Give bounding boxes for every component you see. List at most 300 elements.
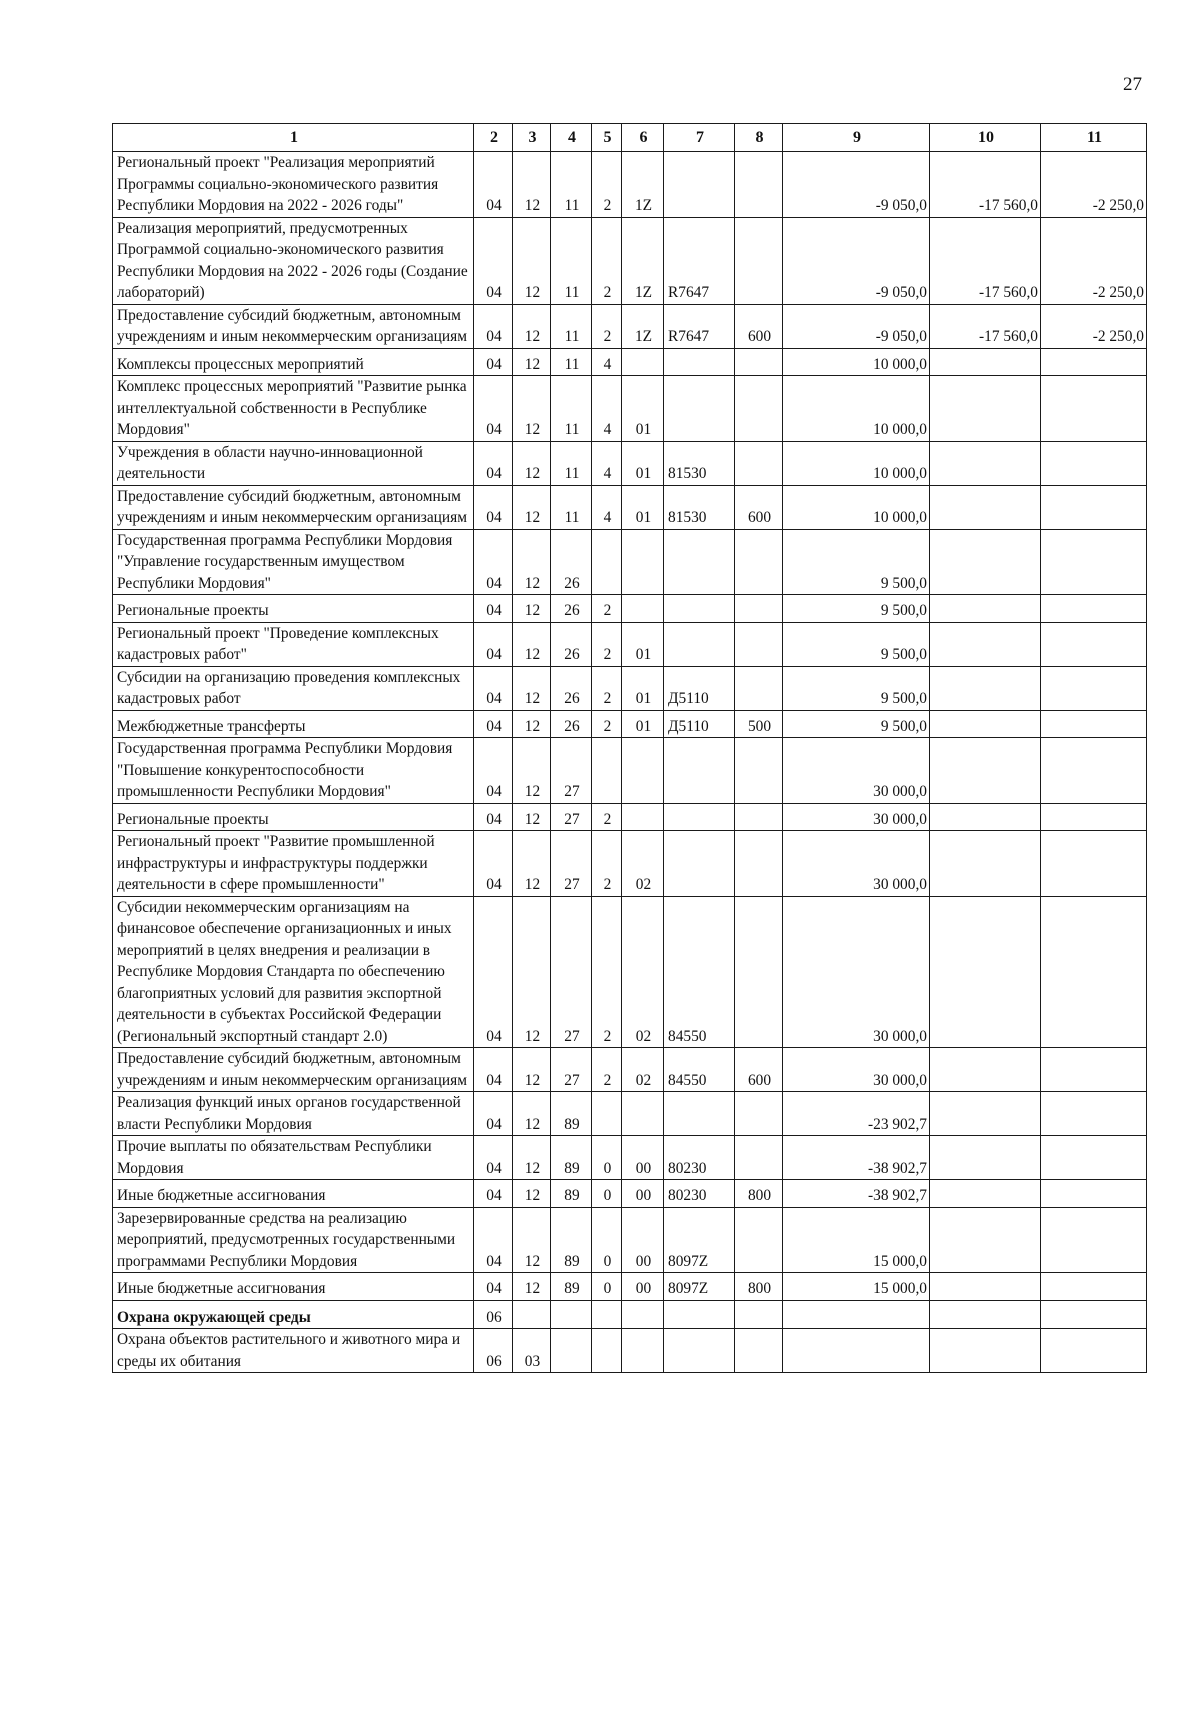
row-value-cell [622,1092,664,1136]
row-value-cell [1041,738,1147,804]
row-value-cell: 84550 [664,896,735,1048]
table-row [113,803,1147,831]
row-value-cell [930,595,1041,623]
col-header: 8 [735,124,783,152]
row-value-cell: 04 [474,1092,513,1136]
table-row [113,1048,1147,1092]
row-value-cell [592,1329,622,1373]
row-name-cell: Региональные проекты [113,803,474,831]
row-name-cell: Предоставление субсидий бюджетным, автономным учреждениям и иным некоммерческим организациям [113,304,474,348]
table-row [113,738,1147,804]
row-value-cell [735,666,783,710]
row-value-cell: 12 [513,622,551,666]
row-value-cell: 01 [622,485,664,529]
row-value-cell: 12 [513,441,551,485]
row-value-cell: 12 [513,803,551,831]
row-value-cell [930,738,1041,804]
row-value-cell [930,376,1041,442]
row-value-cell [1041,1273,1147,1301]
col-header: 6 [622,124,664,152]
row-value-cell [930,1207,1041,1273]
row-value-cell: 04 [474,595,513,623]
row-value-cell: 01 [622,441,664,485]
row-value-cell [551,1329,592,1373]
row-value-cell: 4 [592,441,622,485]
row-value-cell [930,348,1041,376]
row-value-cell [1041,622,1147,666]
row-value-cell [551,1300,592,1329]
row-value-cell [930,803,1041,831]
row-value-cell: 02 [622,831,664,897]
row-value-cell: 600 [735,304,783,348]
row-value-cell [622,529,664,595]
row-name-cell: Предоставление субсидий бюджетным, автономным учреждениям и иным некоммерческим организациям [113,485,474,529]
row-value-cell [664,738,735,804]
row-value-cell [592,1300,622,1329]
row-value-cell: 600 [735,485,783,529]
row-value-cell: 2 [592,152,622,218]
row-value-cell [783,1300,930,1329]
row-value-cell: 89 [551,1180,592,1208]
row-value-cell: 11 [551,304,592,348]
table-row [113,896,1147,1048]
row-value-cell [930,666,1041,710]
row-value-cell: 04 [474,441,513,485]
row-value-cell: 2 [592,304,622,348]
row-value-cell: 89 [551,1207,592,1273]
row-value-cell: 26 [551,595,592,623]
row-value-cell: 12 [513,217,551,304]
row-value-cell: Д5110 [664,710,735,738]
row-value-cell: 12 [513,152,551,218]
row-value-cell: 04 [474,738,513,804]
row-value-cell: -9 050,0 [783,304,930,348]
row-value-cell: 00 [622,1273,664,1301]
row-name-cell: Региональный проект "Развитие промышленной инфраструктуры и инфраструктуры поддержки деятельности в сфере промышленности" [113,831,474,897]
row-value-cell: R7647 [664,304,735,348]
page-number: 27 [1123,74,1142,95]
row-value-cell [735,622,783,666]
row-value-cell: 12 [513,666,551,710]
col-header: 3 [513,124,551,152]
row-value-cell: 0 [592,1180,622,1208]
row-name-cell: Региональный проект "Проведение комплексных кадастровых работ" [113,622,474,666]
row-value-cell: 0 [592,1273,622,1301]
row-value-cell: 10 000,0 [783,348,930,376]
row-value-cell: 89 [551,1092,592,1136]
row-value-cell [930,1273,1041,1301]
row-value-cell [930,1092,1041,1136]
row-value-cell: -9 050,0 [783,152,930,218]
row-value-cell: 12 [513,595,551,623]
col-header: 1 [113,124,474,152]
row-value-cell: 9 500,0 [783,595,930,623]
row-value-cell [664,622,735,666]
row-value-cell: 04 [474,217,513,304]
row-value-cell: 03 [513,1329,551,1373]
row-value-cell: 12 [513,831,551,897]
row-value-cell: 12 [513,1273,551,1301]
table-row [113,304,1147,348]
row-value-cell: 01 [622,622,664,666]
row-value-cell: 06 [474,1300,513,1329]
row-value-cell [735,1092,783,1136]
row-value-cell [735,1329,783,1373]
row-name-cell: Охрана окружающей среды [113,1300,474,1329]
row-value-cell [664,376,735,442]
row-value-cell: 04 [474,1048,513,1092]
row-value-cell: 1Z [622,217,664,304]
row-value-cell: 15 000,0 [783,1207,930,1273]
row-value-cell: 04 [474,710,513,738]
row-value-cell [735,529,783,595]
budget-table [112,123,1147,1373]
row-value-cell: 12 [513,1092,551,1136]
row-value-cell [735,152,783,218]
row-value-cell: 800 [735,1273,783,1301]
row-value-cell: 800 [735,1180,783,1208]
row-value-cell: 2 [592,217,622,304]
row-name-cell: Комплексы процессных мероприятий [113,348,474,376]
row-value-cell: 12 [513,348,551,376]
row-value-cell [735,831,783,897]
row-value-cell: 04 [474,1273,513,1301]
col-header: 9 [783,124,930,152]
row-value-cell: 26 [551,666,592,710]
row-value-cell: 27 [551,1048,592,1092]
row-value-cell [930,622,1041,666]
row-value-cell: 04 [474,376,513,442]
row-value-cell: 04 [474,666,513,710]
row-value-cell: 30 000,0 [783,831,930,897]
row-value-cell: 12 [513,376,551,442]
row-value-cell: 8097Z [664,1207,735,1273]
row-value-cell: 01 [622,376,664,442]
row-value-cell [1041,1207,1147,1273]
row-value-cell: 11 [551,152,592,218]
row-value-cell [664,348,735,376]
row-value-cell: 00 [622,1136,664,1180]
row-value-cell [930,1180,1041,1208]
row-value-cell [1041,348,1147,376]
row-value-cell: 27 [551,738,592,804]
row-value-cell [930,1048,1041,1092]
col-header: 7 [664,124,735,152]
row-value-cell [1041,1048,1147,1092]
row-value-cell: 11 [551,217,592,304]
row-value-cell: 26 [551,529,592,595]
row-value-cell: 04 [474,1180,513,1208]
table-body [113,152,1147,1373]
row-value-cell: 2 [592,666,622,710]
row-value-cell: 9 500,0 [783,710,930,738]
table-row [113,485,1147,529]
row-value-cell: 1Z [622,152,664,218]
row-value-cell: 04 [474,304,513,348]
row-value-cell [622,1300,664,1329]
row-value-cell: 4 [592,376,622,442]
table-row [113,710,1147,738]
table-row [113,622,1147,666]
row-name-cell: Прочие выплаты по обязательствам Республики Мордовия [113,1136,474,1180]
header-row [113,124,1147,152]
row-value-cell: -9 050,0 [783,217,930,304]
row-value-cell: 01 [622,710,664,738]
row-value-cell [622,1329,664,1373]
row-value-cell: 02 [622,1048,664,1092]
row-value-cell: 9 500,0 [783,529,930,595]
row-value-cell: 04 [474,348,513,376]
row-name-cell: Реализация функций иных органов государственной власти Республики Мордовия [113,1092,474,1136]
row-value-cell: 9 500,0 [783,666,930,710]
row-value-cell: 12 [513,710,551,738]
row-name-cell: Предоставление субсидий бюджетным, автономным учреждениям и иным некоммерческим организациям [113,1048,474,1092]
table-row [113,1273,1147,1301]
row-value-cell: 12 [513,1180,551,1208]
row-value-cell: 04 [474,152,513,218]
row-value-cell: 12 [513,896,551,1048]
row-value-cell: 2 [592,831,622,897]
row-value-cell: 04 [474,1207,513,1273]
row-value-cell: 2 [592,803,622,831]
row-value-cell [1041,803,1147,831]
row-value-cell [735,803,783,831]
table-row [113,1300,1147,1329]
row-value-cell: -2 250,0 [1041,217,1147,304]
table-row [113,666,1147,710]
row-value-cell [592,529,622,595]
row-value-cell: 2 [592,1048,622,1092]
row-value-cell: R7647 [664,217,735,304]
row-value-cell [930,710,1041,738]
row-value-cell [622,738,664,804]
row-value-cell: 30 000,0 [783,1048,930,1092]
row-value-cell: 12 [513,304,551,348]
row-name-cell: Государственная программа Республики Мордовия "Управление государственным имуществом Республики Мордовия" [113,529,474,595]
table-row [113,348,1147,376]
row-value-cell [1041,595,1147,623]
row-value-cell [664,1300,735,1329]
row-value-cell [1041,529,1147,595]
row-value-cell [930,441,1041,485]
row-value-cell: 2 [592,710,622,738]
row-value-cell [1041,485,1147,529]
row-name-cell: Государственная программа Республики Мордовия "Повышение конкурентоспособности промышленности Республики Мордовия" [113,738,474,804]
row-value-cell: 0 [592,1136,622,1180]
row-value-cell [622,803,664,831]
row-value-cell: 06 [474,1329,513,1373]
row-value-cell: 04 [474,622,513,666]
row-value-cell: 15 000,0 [783,1273,930,1301]
row-value-cell: 12 [513,1207,551,1273]
row-value-cell [1041,376,1147,442]
row-value-cell: Д5110 [664,666,735,710]
row-value-cell: -23 902,7 [783,1092,930,1136]
row-value-cell: 89 [551,1136,592,1180]
row-value-cell [664,529,735,595]
row-value-cell: 1Z [622,304,664,348]
row-value-cell: 27 [551,803,592,831]
table-row [113,152,1147,218]
row-value-cell [622,348,664,376]
row-value-cell: 8097Z [664,1273,735,1301]
row-value-cell [513,1300,551,1329]
row-value-cell: 30 000,0 [783,738,930,804]
row-value-cell: -38 902,7 [783,1136,930,1180]
row-value-cell: 26 [551,622,592,666]
row-value-cell [735,348,783,376]
row-value-cell [1041,831,1147,897]
col-header: 2 [474,124,513,152]
row-name-cell: Реализация мероприятий, предусмотренных Программой социально-экономического развития Республики Мордовия на 2022 - 2026 годы (Создание лабораторий) [113,217,474,304]
row-value-cell: 600 [735,1048,783,1092]
row-value-cell: 11 [551,485,592,529]
row-value-cell [930,896,1041,1048]
table-row [113,1180,1147,1208]
table-row [113,1329,1147,1373]
col-header: 11 [1041,124,1147,152]
col-header: 4 [551,124,592,152]
table-row [113,1136,1147,1180]
row-value-cell: 2 [592,622,622,666]
row-name-cell: Комплекс процессных мероприятий "Развитие рынка интеллектуальной собственности в Республике Мордовия" [113,376,474,442]
row-value-cell: 02 [622,896,664,1048]
row-value-cell [735,896,783,1048]
row-value-cell: -38 902,7 [783,1180,930,1208]
table-row [113,831,1147,897]
table-row [113,441,1147,485]
row-value-cell: 27 [551,896,592,1048]
row-name-cell: Учреждения в области научно-инновационной деятельности [113,441,474,485]
row-value-cell [930,1136,1041,1180]
row-name-cell: Иные бюджетные ассигнования [113,1273,474,1301]
row-value-cell: 11 [551,348,592,376]
row-value-cell: 00 [622,1207,664,1273]
row-value-cell: 2 [592,896,622,1048]
row-value-cell [930,485,1041,529]
row-value-cell: 12 [513,738,551,804]
row-value-cell [664,831,735,897]
row-value-cell: 12 [513,485,551,529]
row-value-cell [592,1092,622,1136]
row-value-cell [664,803,735,831]
row-value-cell: 2 [592,595,622,623]
row-value-cell: 0 [592,1207,622,1273]
col-header: 10 [930,124,1041,152]
row-value-cell [1041,1300,1147,1329]
row-value-cell [1041,1329,1147,1373]
table-row [113,1092,1147,1136]
row-name-cell: Региональные проекты [113,595,474,623]
row-value-cell: 89 [551,1273,592,1301]
row-value-cell [735,738,783,804]
row-value-cell [930,1300,1041,1329]
row-value-cell [622,595,664,623]
row-value-cell [1041,1180,1147,1208]
row-value-cell: 81530 [664,485,735,529]
row-name-cell: Региональный проект "Реализация мероприятий Программы социально-экономического развития Республики Мордовия на 2022 - 2026 годы" [113,152,474,218]
row-value-cell: 12 [513,1048,551,1092]
row-value-cell [735,1300,783,1329]
row-value-cell [1041,710,1147,738]
table-row [113,1207,1147,1273]
row-value-cell: -17 560,0 [930,217,1041,304]
row-value-cell: 12 [513,1136,551,1180]
row-value-cell: -2 250,0 [1041,152,1147,218]
row-value-cell: 11 [551,376,592,442]
row-value-cell: 01 [622,666,664,710]
row-value-cell [930,529,1041,595]
row-value-cell [1041,896,1147,1048]
row-value-cell: 84550 [664,1048,735,1092]
row-value-cell: 26 [551,710,592,738]
row-value-cell: 27 [551,831,592,897]
col-header: 5 [592,124,622,152]
table-row [113,217,1147,304]
row-name-cell: Иные бюджетные ассигнования [113,1180,474,1208]
row-value-cell [735,441,783,485]
row-value-cell [930,831,1041,897]
row-value-cell [735,1136,783,1180]
row-value-cell: 500 [735,710,783,738]
row-value-cell [783,1329,930,1373]
row-value-cell: 00 [622,1180,664,1208]
row-value-cell: 10 000,0 [783,485,930,529]
row-value-cell [735,217,783,304]
row-value-cell: 10 000,0 [783,376,930,442]
row-value-cell [1041,441,1147,485]
row-value-cell: 81530 [664,441,735,485]
row-value-cell [592,738,622,804]
row-value-cell: 04 [474,831,513,897]
row-value-cell [930,1329,1041,1373]
row-value-cell [664,1329,735,1373]
row-name-cell: Зарезервированные средства на реализацию мероприятий, предусмотренных государственными программами Республики Мордовия [113,1207,474,1273]
row-value-cell [1041,1092,1147,1136]
row-value-cell [735,595,783,623]
row-value-cell [1041,1136,1147,1180]
row-name-cell: Субсидии на организацию проведения комплексных кадастровых работ [113,666,474,710]
row-value-cell: 80230 [664,1136,735,1180]
row-value-cell: 10 000,0 [783,441,930,485]
row-value-cell: -17 560,0 [930,152,1041,218]
row-value-cell [735,376,783,442]
table-row [113,529,1147,595]
row-name-cell: Межбюджетные трансферты [113,710,474,738]
row-value-cell: 30 000,0 [783,803,930,831]
row-value-cell: 4 [592,348,622,376]
row-value-cell: 80230 [664,1180,735,1208]
row-value-cell [735,1207,783,1273]
row-value-cell: 04 [474,896,513,1048]
row-value-cell: 04 [474,529,513,595]
row-value-cell: 04 [474,485,513,529]
row-value-cell [664,152,735,218]
row-name-cell: Охрана объектов растительного и животного мира и среды их обитания [113,1329,474,1373]
row-value-cell [664,595,735,623]
table-row [113,376,1147,442]
row-value-cell: 12 [513,529,551,595]
row-name-cell: Субсидии некоммерческим организациям на финансовое обеспечение организационных и иных мероприятий в целях внедрения и реализации в Республике Мордовия Стандарта по обеспечению благоприятных условий для развития экспортной деятельности в субъектах Российской Федерации (Региональный экспортный стандарт 2.0) [113,896,474,1048]
row-value-cell [664,1092,735,1136]
row-value-cell: 04 [474,803,513,831]
row-value-cell: -17 560,0 [930,304,1041,348]
row-value-cell: 11 [551,441,592,485]
row-value-cell: 04 [474,1136,513,1180]
row-value-cell: 4 [592,485,622,529]
table-row [113,595,1147,623]
row-value-cell: 30 000,0 [783,896,930,1048]
